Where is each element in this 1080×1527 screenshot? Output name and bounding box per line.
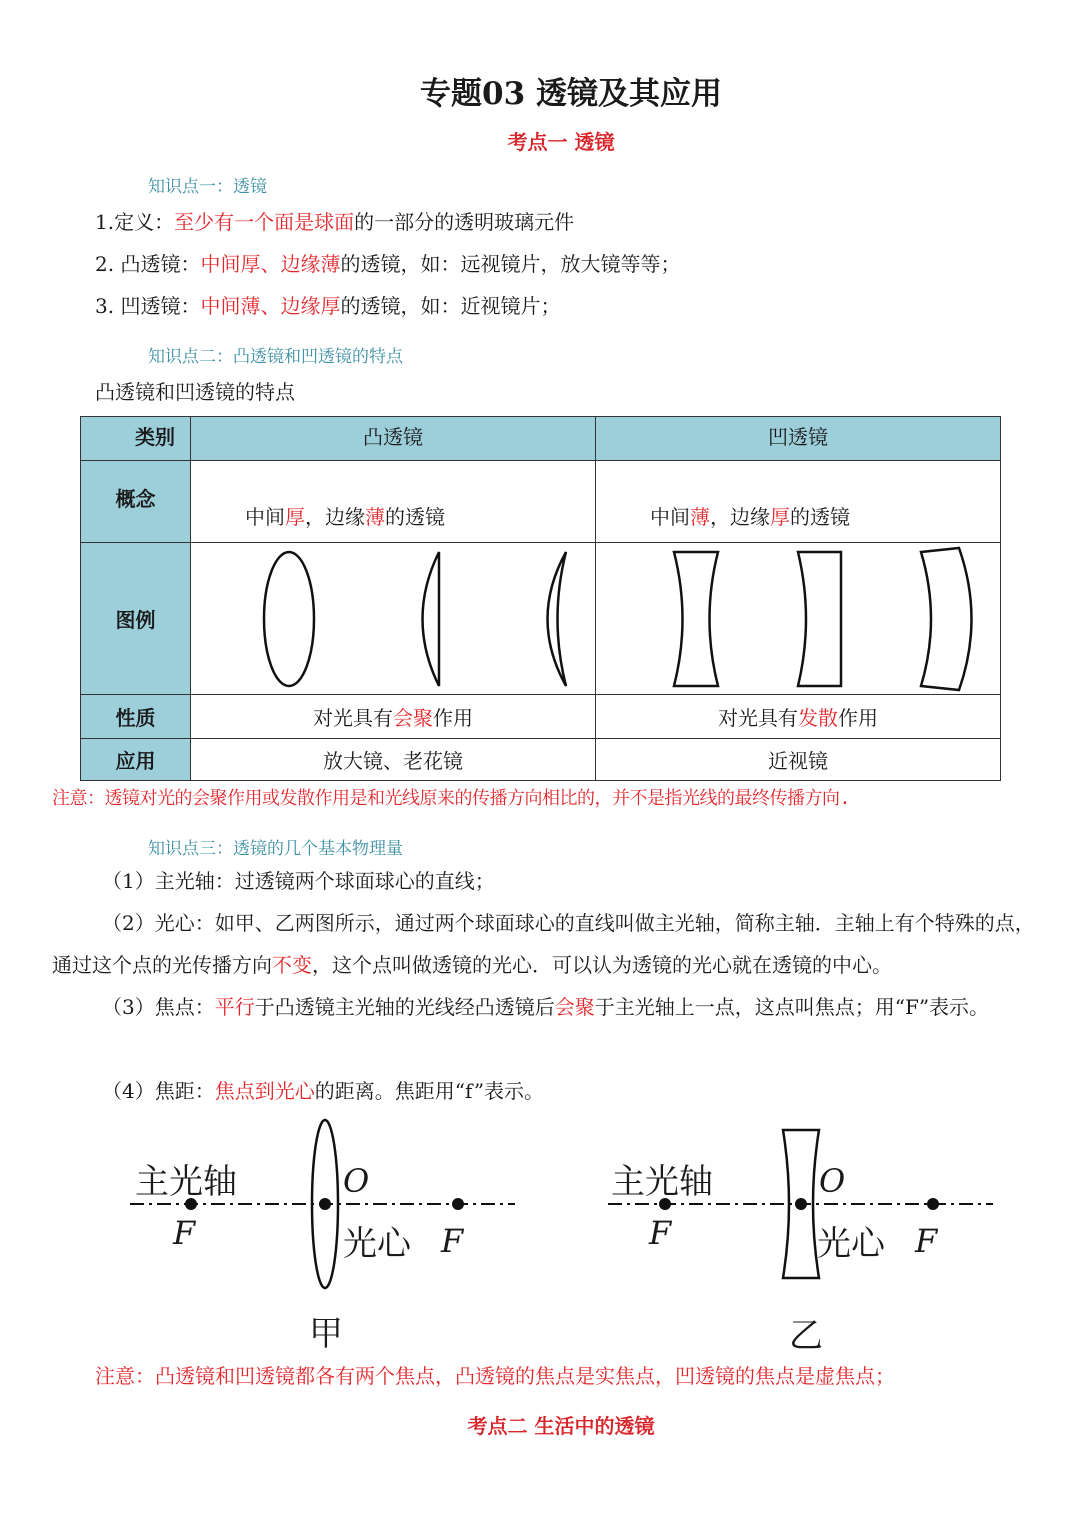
f-label-left: F [649,1214,672,1252]
optical-center-point-icon [319,1198,331,1210]
concave-diagram-graphic-icon [603,1118,1003,1298]
convex-lens-diagram [125,1118,525,1358]
concept-concave: 中间薄，边缘厚的透镜 [596,461,1001,543]
meniscus-convex-lens-icon [548,552,567,686]
plano-concave-lens-icon [798,552,841,686]
section-heading-1: 考点一 透镜 [507,130,615,154]
meniscus-concave-lens-icon [921,548,972,690]
application-concave: 近视镜 [596,739,1001,781]
optical-center-point-icon [795,1198,807,1210]
property-label: 性质 [81,695,191,739]
knowledge-point-1-heading: 知识点一：透镜 [148,177,267,197]
plano-convex-lens-icon [423,552,440,686]
concept-label: 概念 [81,461,191,543]
note-focal-points: 注意：凸透镜和凹透镜都各有两个焦点，凸透镜的焦点是实焦点，凹透镜的焦点是虚焦点； [95,1364,895,1388]
caption-jia: 甲 [309,1314,343,1354]
concave-lens-shapes-icon [596,544,1001,694]
axis-label: 主光轴 [611,1162,713,1202]
table-header-row [81,417,1001,461]
application-row [81,739,1001,781]
axis-label: 主光轴 [135,1162,237,1202]
o-label: O [819,1162,846,1200]
optical-center-paragraph: （2）光心：如甲、乙两图所示，通过两个球面球心的直线叫做主光轴，简称主轴．主轴上有个特殊的点，通过这个点的光传播方向不变，这个点叫做透镜的光心．可以认为透镜的光心就在透镜的中心。 [52,911,1035,977]
header-category: 类别 [81,417,191,461]
caption-yi: 乙 [789,1316,823,1356]
focal-point-paragraph: （3）焦点：平行于凸透镜主光轴的光线经凸透镜后会聚于主光轴上一点，这点叫焦点；用“F”表示。 [102,995,990,1019]
focus-point-right-icon [927,1198,939,1210]
concept-row [81,461,1001,543]
lens-comparison-table [80,416,1001,781]
definition-line: 1.定义：至少有一个面是球面的一部分的透明玻璃元件 [95,210,575,234]
center-label: 光心 [343,1224,411,1264]
figure-row [81,543,1001,695]
convex-diagram-graphic-icon [125,1118,525,1298]
focal-length-paragraph: （4）焦距：焦点到光心的距离。焦距用“f”表示。 [102,1079,545,1103]
property-convex: 对光具有会聚作用 [191,695,596,739]
property-row [81,695,1001,739]
concave-line: 3. 凹透镜：中间薄、边缘厚的透镜，如：近视镜片； [95,294,561,318]
page-title: 专题03 透镜及其应用 [420,76,722,112]
concept-convex: 中间厚，边缘薄的透镜 [191,461,596,543]
knowledge-point-3-heading: 知识点三：透镜的几个基本物理量 [148,839,403,859]
concave-figures [596,543,1001,695]
concave-lens-diagram [603,1118,1003,1358]
figure-label: 图例 [81,543,191,695]
table-subtitle: 凸透镜和凹透镜的特点 [95,380,295,404]
biconvex-lens-icon [264,552,314,686]
center-label: 光心 [817,1224,885,1264]
header-convex: 凸透镜 [191,417,596,461]
o-label: O [343,1162,370,1200]
note-convergence: 注意：透镜对光的会聚作用或发散作用是和光线原来的传播方向相比的，并不是指光线的最终传播方向. [52,788,850,809]
application-convex: 放大镜、老花镜 [191,739,596,781]
biconcave-lens-icon [674,552,718,686]
principal-axis-paragraph: （1）主光轴：过透镜两个球面球心的直线； [102,869,495,893]
convex-lens-shapes-icon [191,544,596,694]
header-concave: 凹透镜 [596,417,1001,461]
focus-point-right-icon [452,1198,464,1210]
application-label: 应用 [81,739,191,781]
convex-line: 2. 凸透镜：中间厚、边缘薄的透镜，如：远视镜片，放大镜等等； [95,252,681,276]
knowledge-point-2-heading: 知识点二：凸透镜和凹透镜的特点 [148,347,403,367]
f-label-right: F [915,1222,938,1260]
convex-figures [191,543,596,695]
f-label-right: F [441,1222,464,1260]
property-concave: 对光具有发散作用 [596,695,1001,739]
f-label-left: F [173,1214,196,1252]
section-heading-2: 考点二 生活中的透镜 [467,1414,655,1438]
